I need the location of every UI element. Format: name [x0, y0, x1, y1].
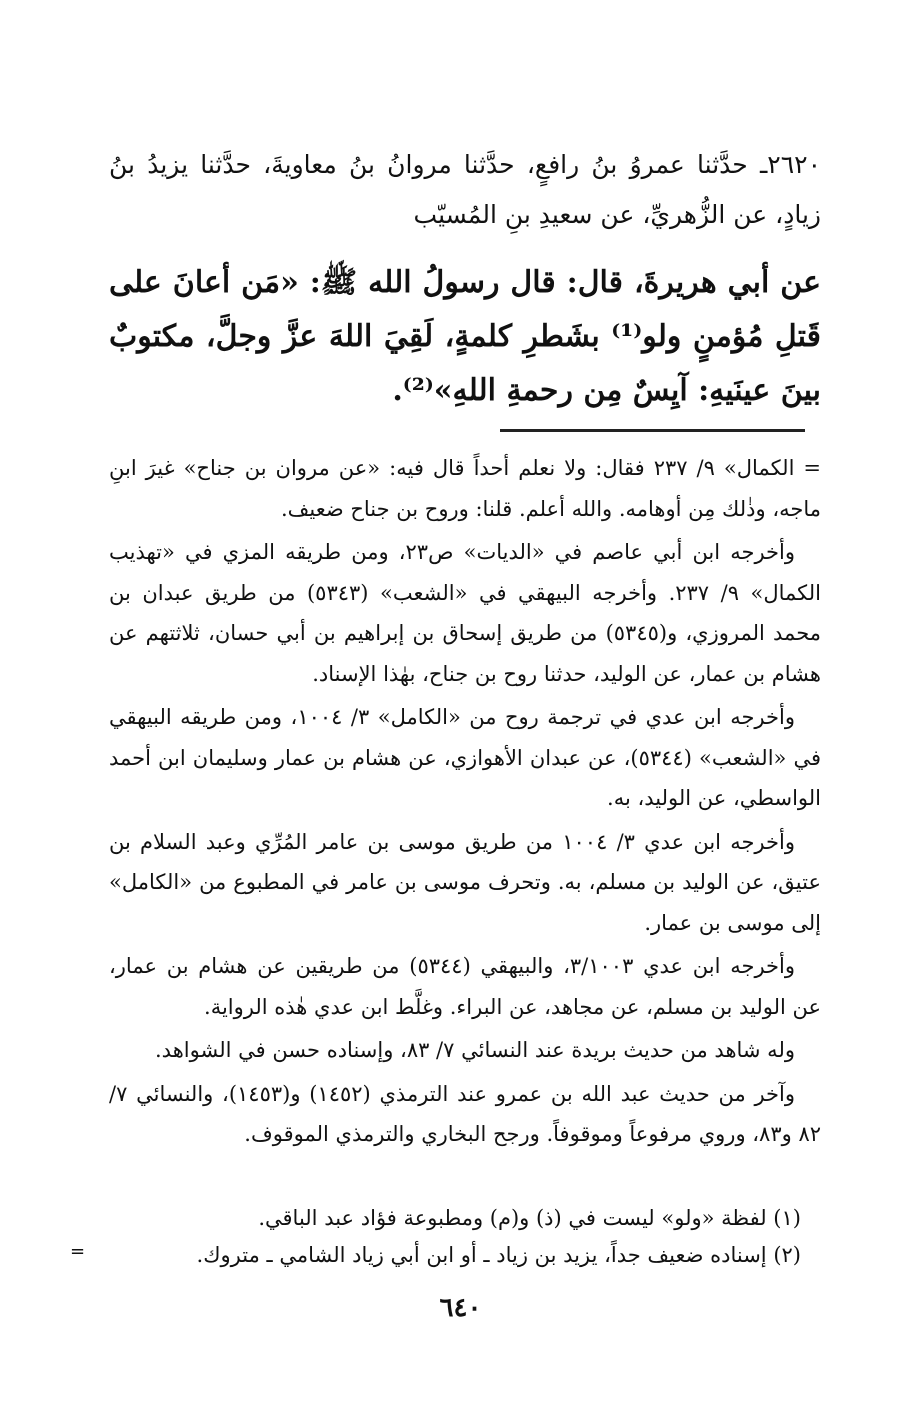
hadith-matn: عن أبي هريرةَ، قال: قال رسولُ الله ﷺ: «مَن أعانَ على قَتلِ مُؤمنٍ ولو⁽¹⁾ بشَطرِ كلمةٍ، لَقِيَ اللهَ عزَّ وجلَّ، مكتوبٌ بينَ عينَيهِ: آيِسٌ مِن رحمةِ اللهِ»⁽²⁾. [109, 265, 821, 408]
footnote-paragraph: وآخر من حديث عبد الله بن عمرو عند الترمذي (١٤٥٢) و(١٤٥٣)، والنسائي ٧/ ٨٢ و٨٣، وروي مرفوعاً وموقوفاً. ورجح البخاري والترمذي الموقوف. [109, 1081, 821, 1146]
footnote-paragraph: وأخرجه ابن عدي ٣/١٠٠٣، والبيهقي (٥٣٤٤) من طريقين عن هشام بن عمار، عن الوليد بن مسلم، عن مجاهد، عن البراء. وغلَّط ابن عدي هٰذه الرواية. [109, 954, 821, 1019]
footnote-divider [500, 429, 805, 432]
footnote-paragraph: وأخرجه ابن عدي في ترجمة روح من «الكامل» ٣/ ١٠٠٤، ومن طريقه البيهقي في «الشعب» (٥٣٤٤)، عن عبدان الأهوازي، عن هشام بن عمار وسليمان ابن أحمد الواسطي، عن الوليد، به. [109, 705, 821, 810]
footnotes-block [109, 448, 821, 1158]
footnote-paragraph: = الكمال» ٩/ ٢٣٧ فقال: ولا نعلم أحداً قال فيه: «عن مروان بن جناح» غيرَ ابنِ ماجه، وذٰلك مِن أوهامه. والله أعلم. قلنا: وروح بن جناح ضعيف. [109, 456, 822, 521]
hadith-isnad: ٢٦٢٠ـ حدَّثنا عمروُ بنُ رافعٍ، حدَّثنا مروانُ بنُ معاويةَ، حدَّثنا يزيدُ بنُ زيادٍ، عن الزُّهريِّ، عن سعيدِ بنِ المُسيّب [109, 150, 821, 229]
page-number: ٦٤٠ [439, 1293, 482, 1323]
footnote-paragraph: وأخرجه ابن أبي عاصم في «الديات» ص٢٣، ومن طريقه المزي في «تهذيب الكمال» ٩/ ٢٣٧. وأخرجه البيهقي في «الشعب» (٥٣٤٣) من طريق عبدان بن محمد المروزي، و(٥٣٤٥) من طريق إسحاق بن إبراهيم بن أبي حسان، ثلاثتهم عن هشام بن عمار، عن الوليد، حدثنا روح بن جناح، بهٰذا الإسناد. [109, 540, 821, 686]
footnote-paragraph: وله شاهد من حديث بريدة عند النسائي ٧/ ٨٣، وإسناده حسن في الشواهد. [155, 1038, 795, 1062]
footnote-2: (٢) إسناده ضعيف جداً، يزيد بن زياد ـ أو ابن أبي زياد الشامي ـ متروك. [196, 1243, 801, 1267]
continuation-mark-end: = [70, 1241, 86, 1262]
footnote-1: (١) لفظة «ولو» ليست في (ذ) و(م) ومطبوعة فؤاد عبد الباقي. [258, 1206, 801, 1230]
footnote-paragraph: وأخرجه ابن عدي ٣/ ١٠٠٤ من طريق موسى بن عامر المُرِّي وعبد السلام بن عتيق، عن الوليد بن مسلم، به. وتحرف موسى بن عامر في المطبوع من «الكامل» إلى موسى بن عمار. [109, 829, 821, 935]
